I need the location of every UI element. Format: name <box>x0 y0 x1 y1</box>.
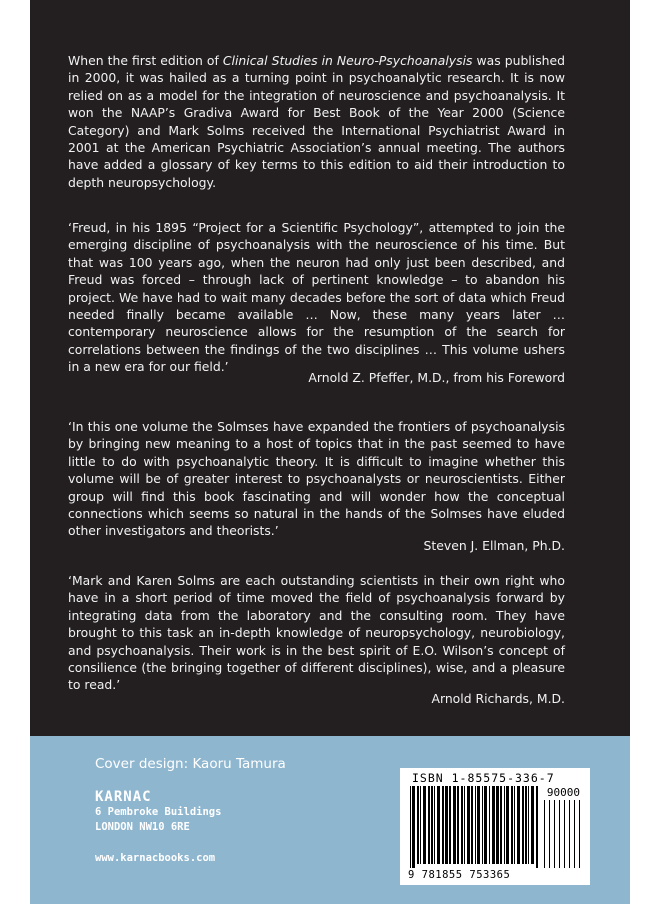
barcode-bar <box>517 786 520 864</box>
barcode-bar <box>449 786 451 864</box>
publisher-address-line2: LONDON NW10 6RE <box>95 821 190 833</box>
barcode-bar <box>453 786 456 864</box>
barcode-bar <box>522 786 524 864</box>
quote-pfeffer: ‘Freud, in his 1895 “Project for a Scientific Psychology”, attempted to join the emerging discipline of psychoanalysis with the neuroscience of his time. But that was 100 years ago, when the neuron had only just been described, and Freud was forced – through lack of pertinent knowledge – to abandon his project. We have had to wait many decades before the sort of data which Freud needed finally became available … Now, these many years later … contemporary neuroscience allows for the resumption of the search for correlations between the findings of the two disciplines … This volume ushers in a new era for our field.’ <box>68 220 565 375</box>
barcode-bar <box>410 786 411 868</box>
quote-richards: ‘Mark and Karen Solms are each outstanding scientists in their own right who have in a short period of time moved the field of psychoanalysis forward by integrating data from the laboratory and the consulting room. They have brought to this task an in-depth knowledge of neuropsychology, neurobiology, and psychoanalysis. Their work is in the best spirit of E.O. Wilson’s concept of consilience (the bringing together of different disciplines), wise, and a pleasure to read.’ <box>68 573 565 693</box>
barcode-bar <box>412 786 415 868</box>
barcode-bar <box>536 786 538 868</box>
barcode-bars <box>408 786 584 868</box>
barcode-bar <box>496 786 499 864</box>
barcode-bar <box>434 786 435 864</box>
book-description <box>68 52 565 191</box>
barcode-bar <box>528 786 529 864</box>
quote-ellman: ‘In this one volume the Solmses have expanded the frontiers of psychoanalysis by bringing new meaning to a host of topics that in the past seemed to have little to do with psychoanalytic theory. It is difficult to imagine whether this volume will be of greater interest to psychoanalysts or neuroscientists. Either group will find this book fascinating and will wonder how the conceptual connections which seems so natural in the hands of the Solmses have eluded other investigators and theorists.’ <box>68 419 565 539</box>
addon-bar <box>564 800 565 868</box>
barcode-bar <box>471 786 473 864</box>
barcode-bar <box>506 786 509 864</box>
blurb-suffix: was published in 2000, it was hailed as a turning point in psychoanalytic research. It is now relied on as a model for the integration of neuroscience and psychoanalysis. It won the NAAP’s Gradiva Award for Best Book of the Year 2000 (Science Category) and Mark Solms received the International Psychiatrist Award in 2001 at the American Psychiatric Association’s annual meeting. The authors have added a glossary of key terms to this edition to aid their introduction to depth neuropsychology. <box>68 53 565 190</box>
barcode-bar <box>457 786 459 864</box>
isbn-label: ISBN 1-85575-336-7 <box>412 771 555 785</box>
publisher-website[interactable]: www.karnacbooks.com <box>95 852 216 864</box>
barcode-bar <box>525 786 527 864</box>
quote-ellman-attribution: Steven J. Ellman, Ph.D. <box>423 538 565 553</box>
barcode-bar <box>461 786 463 864</box>
barcode-bar <box>464 786 465 864</box>
book-title: Clinical Studies in Neuro-Psychoanalysis <box>222 53 473 68</box>
addon-bar <box>549 800 550 868</box>
barcode-bar <box>437 786 440 864</box>
addon-bar <box>559 800 560 868</box>
barcode-bar <box>482 786 483 864</box>
barcode-bar <box>514 786 515 864</box>
barcode-bar <box>467 786 470 864</box>
ean-number: 9 781855 753365 <box>408 869 511 881</box>
addon-bar <box>574 800 575 868</box>
barcode-bar <box>442 786 444 864</box>
barcode-box <box>400 768 590 885</box>
quote-richards-attribution: Arnold Richards, M.D. <box>431 691 565 706</box>
quote-pfeffer-attribution: Arnold Z. Pfeffer, M.D., from his Foreword <box>308 370 565 385</box>
barcode-bar <box>484 786 487 864</box>
addon-bar <box>554 800 555 868</box>
barcode-bar <box>504 786 505 864</box>
barcode-bar <box>445 786 448 864</box>
barcode-bar <box>531 786 534 864</box>
addon-bar <box>569 800 570 868</box>
addon-bar <box>544 800 545 868</box>
blurb-prefix: When the first edition of <box>68 53 223 68</box>
publisher-address-line1: 6 Pembroke Buildings <box>95 806 222 818</box>
barcode-bar <box>420 786 421 864</box>
publisher-name: KARNAC <box>95 789 152 805</box>
barcode-bar <box>428 786 430 864</box>
barcode-bar <box>492 786 495 864</box>
barcode-bar <box>423 786 426 864</box>
barcode-bar <box>489 786 490 864</box>
barcode-bar <box>417 786 419 864</box>
barcode-bar <box>477 786 480 864</box>
barcode-bar <box>431 786 433 864</box>
barcode-bar <box>500 786 502 864</box>
cover-design-credit: Cover design: Kaoru Tamura <box>95 756 286 772</box>
barcode-bar <box>511 786 513 864</box>
addon-bar <box>579 800 580 868</box>
price-code: 90000 <box>546 786 580 799</box>
barcode-bar <box>475 786 476 864</box>
